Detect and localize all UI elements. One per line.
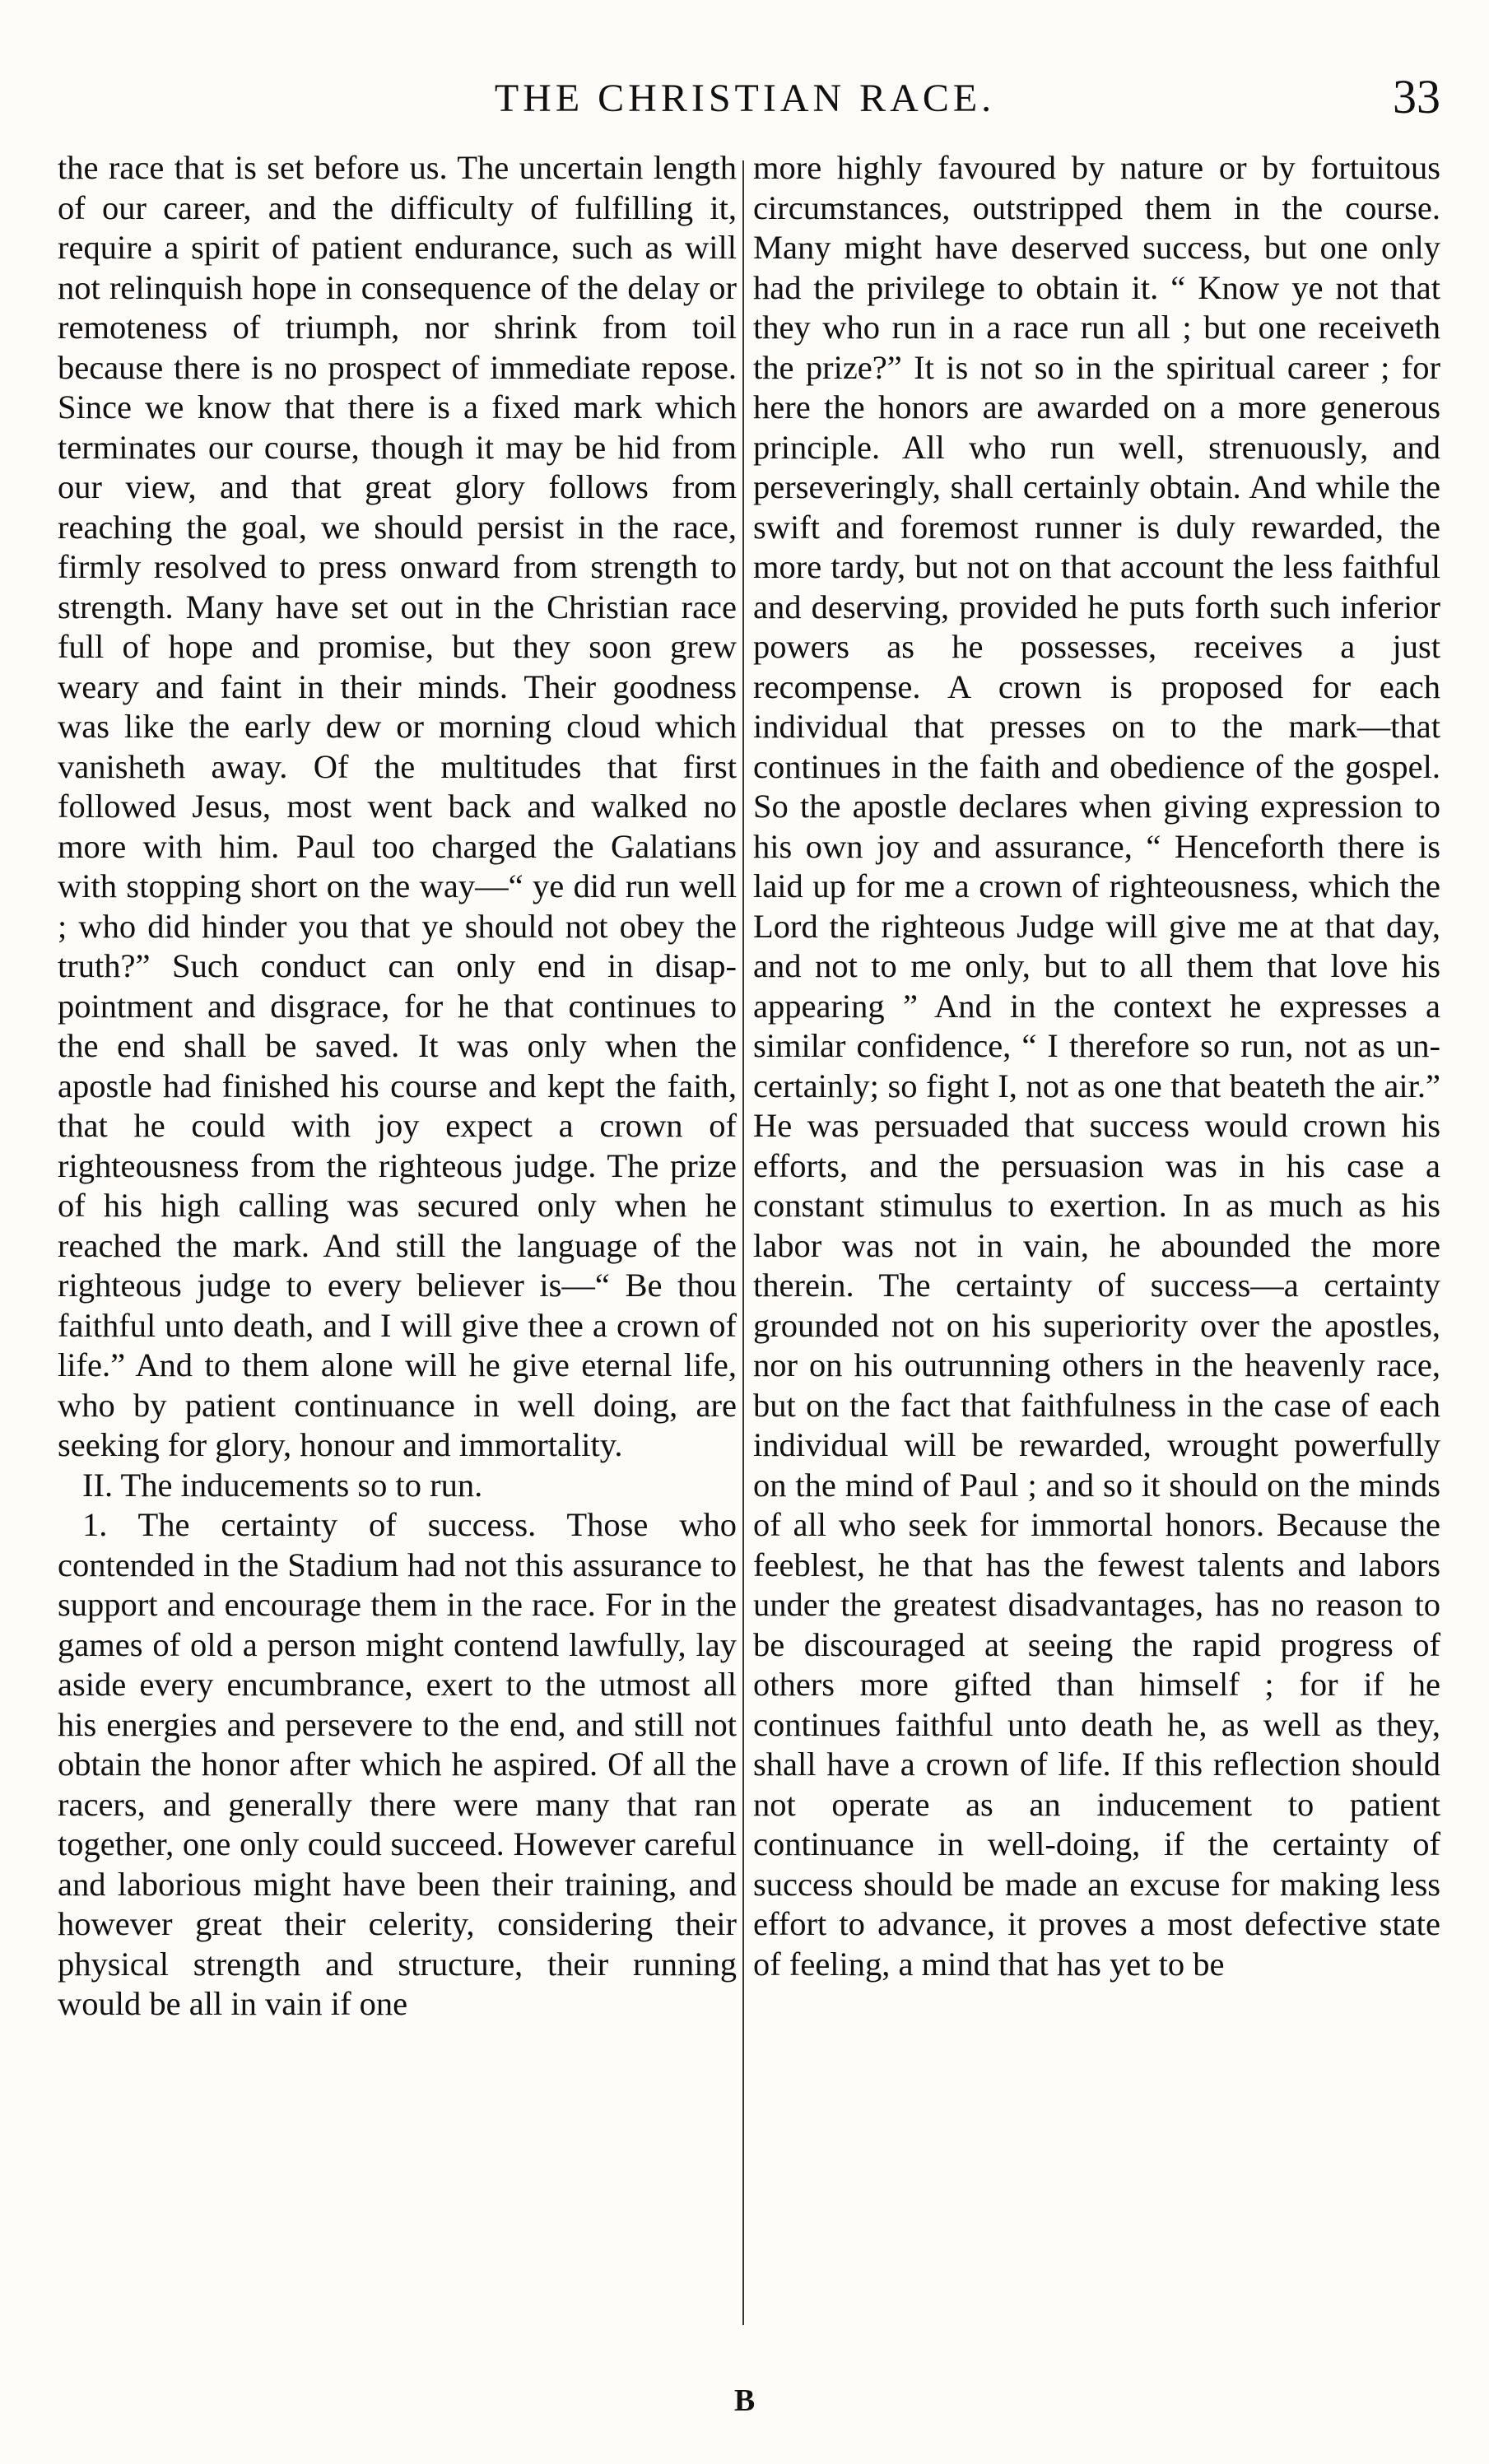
- page-header: [49, 70, 1440, 133]
- left-column: [58, 148, 737, 2337]
- paragraph-spiritual-career: more highly favoured by nature or by fortuitous circumstances, outstripped them in the course. Many might have deserved success, but one only had the privilege to obtain it. “ Know ye not that they who run in a race run all ; but one receiveth the prize?” It is not so in the spiritual career ; for here the honors are awarded on a more generous principle. All who run well, strenuously, and perseveringly, shall certainly obtain. And while the swift and foremost runner is duly rewarded, the more tardy, but not on that account the less faithful and deserving, provided he puts forth such inferior powers as he possesses, receives a just recompense. A crown is proposed for each individual that presses on to the mark—that continues in the faith and obedience of the gospel. So the apostle declares when giving expression to his own joy and assurance, “ Henceforth there is laid up for me a crown of righteousness, which the Lord the righteous Judge will give me at that day, and not to me only, but to all them that love his appearing ” And in the context he expresses a similar confidence, “ I therefore so run, not as uncertainly; so fight I, not as one that beateth the air.” He was persuaded that success would crown his efforts, and the persuasion was in his case a constant stimulus to exertion. In as much as his labor was not in vain, he abounded the more therein. The certainty of success—a certainty grounded not on his superiority over the apostles, nor on his outrunning others in the heavenly race, but on the fact that faithfulness in the case of each individual will be rewarded, wrought powerfully on the mind of Paul ; and so it should on the minds of all who seek for immortal honors. Because the feeblest, he that has the fewest talents and labors under the greatest disadvantages, has no reason to be discouraged at seeing the rapid progress of others more gifted than himself ; for if he continues faithful unto death he, as well as they, shall have a crown of life. If this reflection should not operate as an inducement to patient continuance in well-doing, if the certainty of success should be made an excuse for making less effort to advance, it proves a most defective state of feeling, a mind that has yet to be: [753, 149, 1440, 1983]
- right-column: [753, 148, 1440, 2337]
- text-columns: [49, 148, 1440, 2337]
- section-heading-inducements: II. The inducements so to run.: [82, 1466, 483, 1504]
- page-number: 33: [1393, 70, 1440, 123]
- running-title: THE CHRISTIAN RACE.: [494, 77, 996, 120]
- paragraph-race-endurance: the race that is set before us. The uncertain length of our career, and the difficulty of fulfilling it, require a spirit of patient endurance, such as will not relinquish hope in consequence of the delay or remoteness of triumph, nor shrink from toil because there is no prospect of immediate repose. Since we know that there is a fixed mark which terminates our course, though it may be hid from our view, and that great glory follows from reaching the goal, we should persist in the race, firmly resolved to press onward from strength to strength. Many have set out in the Christian race full of hope and promise, but they soon grew weary and faint in their minds. Their goodness was like the early dew or morning cloud which vanisheth away. Of the multitudes that first followed Jesus, most went back and walked no more with him. Paul too charged the Galatians with stopping short on the way—“ ye did run well ; who did hinder you that ye should not obey the truth?” Such conduct can only end in disappointment and disgrace, for he that continues to the end shall be saved. It was only when the apostle had finished his course and kept the faith, that he could with joy expect a crown of righteousness from the righteous judge. The prize of his high calling was secured only when he reached the mark. And still the language of the righteous judge to every believer is—“ Be thou faithful unto death, and I will give thee a crown of life.” And to them alone will he give eternal life, who by patient continuance in well doing, are seeking for glory, honour and immortality.: [58, 149, 737, 1463]
- column-divider: [742, 160, 744, 2325]
- paragraph-certainty-of-success: 1. The certainty of success. Those who contended in the Stadium had not this assurance to support and encourage them in the race. For in the games of old a person might contend lawfully, lay aside every encumbrance, exert to the utmost all his energies and persevere to the end, and still not obtain the honor after which he aspired. Of all the racers, and generally there were many that ran together, one only could succeed. However careful and laborious might have been their training, and however great their celerity, considering their physical strength and structure, their running would be all in vain if one: [58, 1506, 737, 2022]
- signature-mark: B: [733, 2383, 756, 2418]
